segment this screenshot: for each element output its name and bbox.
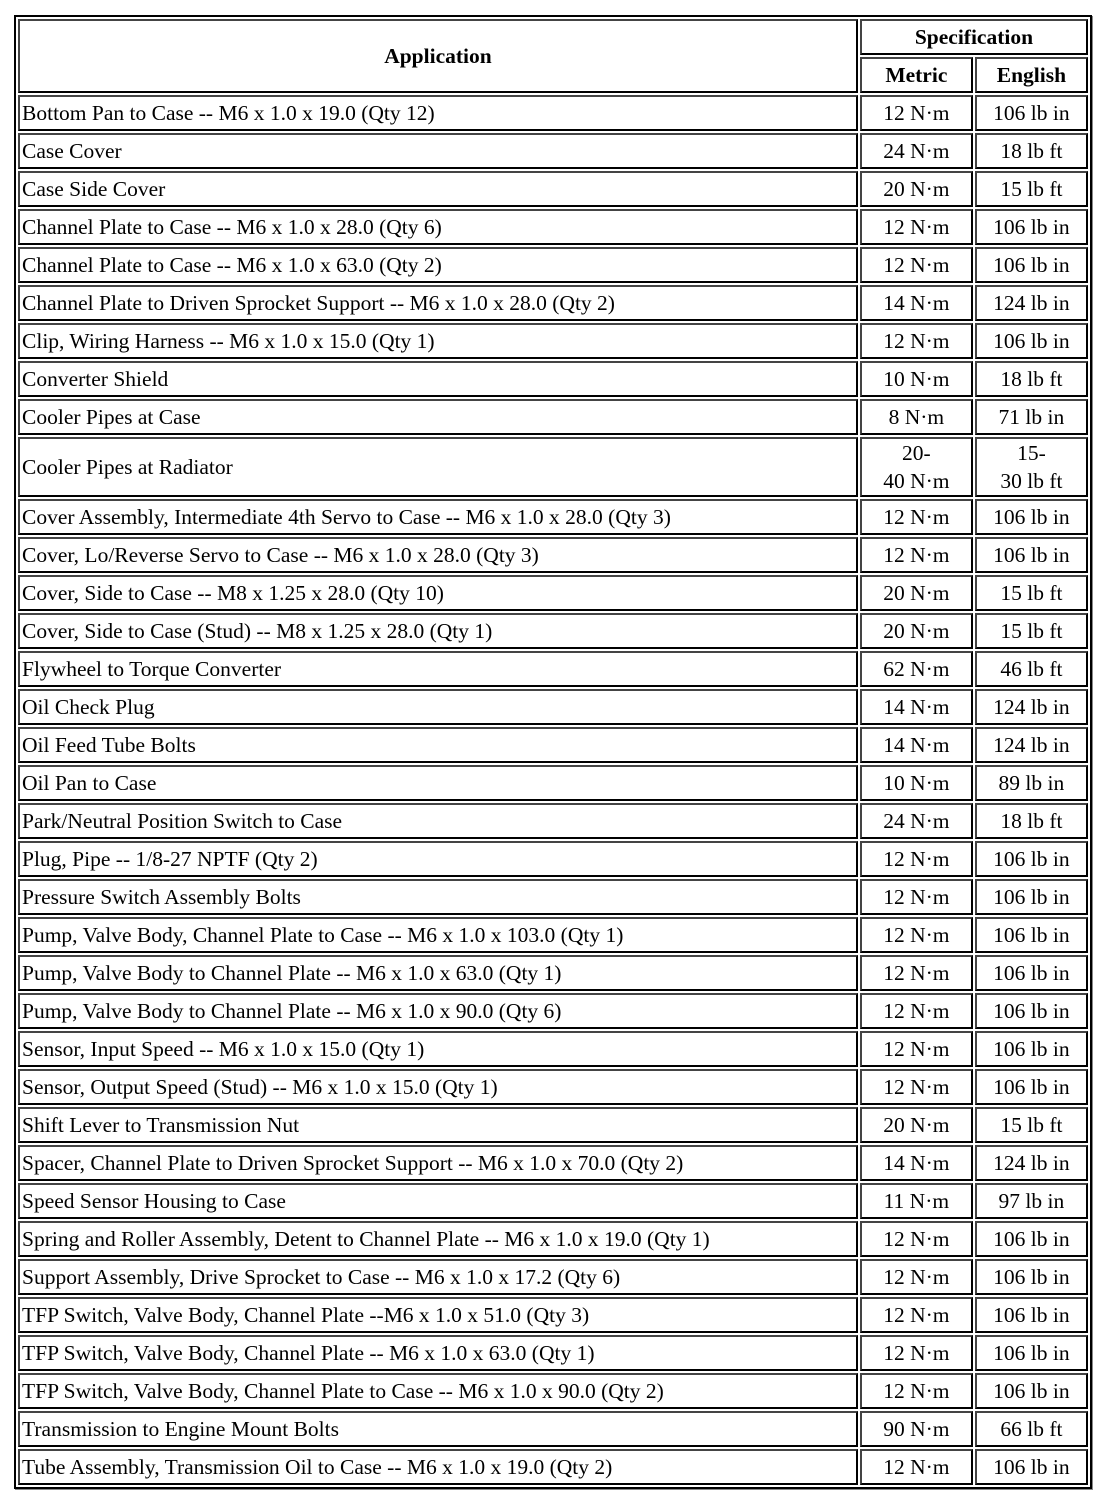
metric-cell: 20 N·m (860, 171, 973, 207)
application-cell: Oil Pan to Case (18, 765, 858, 801)
application-cell: Oil Check Plug (18, 689, 858, 725)
english-cell: 106 lb in (975, 1449, 1088, 1485)
table-row (18, 1069, 1088, 1105)
metric-header: Metric (860, 57, 973, 93)
application-cell: Cooler Pipes at Case (18, 399, 858, 435)
metric-cell: 20 N·m (860, 575, 973, 611)
metric-cell: 12 N·m (860, 1259, 973, 1295)
english-cell: 106 lb in (975, 1297, 1088, 1333)
english-cell: 124 lb in (975, 1145, 1088, 1181)
torque-spec-table (14, 15, 1092, 1489)
english-cell: 106 lb in (975, 247, 1088, 283)
table-row (18, 1221, 1088, 1257)
table-row (18, 1183, 1088, 1219)
metric-cell: 12 N·m (860, 1373, 973, 1409)
table-row (18, 993, 1088, 1029)
english-cell: 89 lb in (975, 765, 1088, 801)
application-cell: Channel Plate to Case -- M6 x 1.0 x 28.0 (Qty 6) (18, 209, 858, 245)
table-row (18, 399, 1088, 435)
english-cell: 106 lb in (975, 1031, 1088, 1067)
english-cell: 106 lb in (975, 1069, 1088, 1105)
table-row (18, 765, 1088, 801)
table-row (18, 499, 1088, 535)
english-cell: 106 lb in (975, 1259, 1088, 1295)
header-row-1 (18, 19, 1088, 55)
application-cell: Channel Plate to Driven Sprocket Support -- M6 x 1.0 x 28.0 (Qty 2) (18, 285, 858, 321)
application-cell: Cover Assembly, Intermediate 4th Servo to Case -- M6 x 1.0 x 28.0 (Qty 3) (18, 499, 858, 535)
torque-spec-table-container (14, 15, 1092, 1489)
metric-cell: 62 N·m (860, 651, 973, 687)
metric-cell: 12 N·m (860, 1031, 973, 1067)
specification-header: Specification (860, 19, 1088, 55)
english-cell: 71 lb in (975, 399, 1088, 435)
table-row (18, 209, 1088, 245)
table-row (18, 1031, 1088, 1067)
application-cell: Spring and Roller Assembly, Detent to Channel Plate -- M6 x 1.0 x 19.0 (Qty 1) (18, 1221, 858, 1257)
table-row (18, 95, 1088, 131)
table-row (18, 727, 1088, 763)
application-cell: Cover, Side to Case -- M8 x 1.25 x 28.0 (Qty 10) (18, 575, 858, 611)
table-row (18, 1259, 1088, 1295)
english-cell: 106 lb in (975, 1335, 1088, 1371)
application-cell: Converter Shield (18, 361, 858, 397)
metric-cell: 12 N·m (860, 841, 973, 877)
application-cell: Case Side Cover (18, 171, 858, 207)
application-cell: Channel Plate to Case -- M6 x 1.0 x 63.0 (Qty 2) (18, 247, 858, 283)
metric-cell: 14 N·m (860, 689, 973, 725)
metric-cell: 12 N·m (860, 955, 973, 991)
metric-cell: 12 N·m (860, 879, 973, 915)
metric-cell: 20- 40 N·m (860, 437, 973, 497)
application-cell: Oil Feed Tube Bolts (18, 727, 858, 763)
metric-cell: 12 N·m (860, 537, 973, 573)
application-cell: Park/Neutral Position Switch to Case (18, 803, 858, 839)
metric-cell: 12 N·m (860, 1297, 973, 1333)
metric-cell: 12 N·m (860, 1069, 973, 1105)
english-cell: 15- 30 lb ft (975, 437, 1088, 497)
metric-cell: 14 N·m (860, 1145, 973, 1181)
english-cell: 66 lb ft (975, 1411, 1088, 1447)
english-cell: 106 lb in (975, 209, 1088, 245)
application-cell: Spacer, Channel Plate to Driven Sprocket Support -- M6 x 1.0 x 70.0 (Qty 2) (18, 1145, 858, 1181)
application-cell: Shift Lever to Transmission Nut (18, 1107, 858, 1143)
metric-cell: 12 N·m (860, 1335, 973, 1371)
table-row (18, 917, 1088, 953)
metric-cell: 11 N·m (860, 1183, 973, 1219)
english-cell: 124 lb in (975, 727, 1088, 763)
application-cell: Speed Sensor Housing to Case (18, 1183, 858, 1219)
english-cell: 106 lb in (975, 537, 1088, 573)
application-cell: Clip, Wiring Harness -- M6 x 1.0 x 15.0 (Qty 1) (18, 323, 858, 359)
metric-cell: 12 N·m (860, 993, 973, 1029)
application-cell: Sensor, Input Speed -- M6 x 1.0 x 15.0 (Qty 1) (18, 1031, 858, 1067)
english-cell: 106 lb in (975, 841, 1088, 877)
english-header: English (975, 57, 1088, 93)
english-cell: 97 lb in (975, 1183, 1088, 1219)
table-row (18, 247, 1088, 283)
english-cell: 46 lb ft (975, 651, 1088, 687)
metric-cell: 12 N·m (860, 1221, 973, 1257)
english-cell: 18 lb ft (975, 361, 1088, 397)
english-cell: 124 lb in (975, 689, 1088, 725)
application-cell: Cooler Pipes at Radiator (18, 437, 858, 497)
application-cell: Pump, Valve Body to Channel Plate -- M6 x 1.0 x 63.0 (Qty 1) (18, 955, 858, 991)
english-cell: 15 lb ft (975, 613, 1088, 649)
table-row (18, 361, 1088, 397)
metric-cell: 24 N·m (860, 803, 973, 839)
table-row (18, 879, 1088, 915)
metric-cell: 14 N·m (860, 285, 973, 321)
english-cell: 106 lb in (975, 499, 1088, 535)
metric-cell: 20 N·m (860, 613, 973, 649)
metric-cell: 12 N·m (860, 1449, 973, 1485)
application-cell: Bottom Pan to Case -- M6 x 1.0 x 19.0 (Qty 12) (18, 95, 858, 131)
table-body (18, 95, 1088, 1485)
metric-cell: 10 N·m (860, 765, 973, 801)
table-row (18, 651, 1088, 687)
metric-cell: 12 N·m (860, 323, 973, 359)
table-row (18, 803, 1088, 839)
table-row (18, 955, 1088, 991)
application-cell: TFP Switch, Valve Body, Channel Plate -- M6 x 1.0 x 63.0 (Qty 1) (18, 1335, 858, 1371)
application-cell: TFP Switch, Valve Body, Channel Plate --M6 x 1.0 x 51.0 (Qty 3) (18, 1297, 858, 1333)
english-cell: 106 lb in (975, 1221, 1088, 1257)
metric-cell: 10 N·m (860, 361, 973, 397)
table-row (18, 1335, 1088, 1371)
english-cell: 106 lb in (975, 1373, 1088, 1409)
table-row (18, 1107, 1088, 1143)
english-cell: 106 lb in (975, 95, 1088, 131)
metric-cell: 8 N·m (860, 399, 973, 435)
table-row (18, 171, 1088, 207)
english-cell: 124 lb in (975, 285, 1088, 321)
english-cell: 18 lb ft (975, 133, 1088, 169)
table-row (18, 1411, 1088, 1447)
application-header: Application (18, 19, 858, 93)
table-row (18, 537, 1088, 573)
metric-cell: 12 N·m (860, 917, 973, 953)
application-cell: Transmission to Engine Mount Bolts (18, 1411, 858, 1447)
table-row (18, 133, 1088, 169)
metric-cell: 12 N·m (860, 209, 973, 245)
metric-cell: 12 N·m (860, 499, 973, 535)
table-row (18, 323, 1088, 359)
english-cell: 106 lb in (975, 917, 1088, 953)
application-cell: Flywheel to Torque Converter (18, 651, 858, 687)
metric-cell: 20 N·m (860, 1107, 973, 1143)
metric-cell: 12 N·m (860, 95, 973, 131)
application-cell: Pressure Switch Assembly Bolts (18, 879, 858, 915)
english-cell: 106 lb in (975, 879, 1088, 915)
application-cell: Plug, Pipe -- 1/8-27 NPTF (Qty 2) (18, 841, 858, 877)
english-cell: 106 lb in (975, 993, 1088, 1029)
table-row (18, 613, 1088, 649)
table-row (18, 841, 1088, 877)
table-row (18, 1373, 1088, 1409)
table-row (18, 285, 1088, 321)
table-row (18, 437, 1088, 497)
application-cell: Pump, Valve Body, Channel Plate to Case -- M6 x 1.0 x 103.0 (Qty 1) (18, 917, 858, 953)
application-cell: Pump, Valve Body to Channel Plate -- M6 x 1.0 x 90.0 (Qty 6) (18, 993, 858, 1029)
english-cell: 15 lb ft (975, 1107, 1088, 1143)
application-cell: TFP Switch, Valve Body, Channel Plate to Case -- M6 x 1.0 x 90.0 (Qty 2) (18, 1373, 858, 1409)
table-row (18, 1297, 1088, 1333)
english-cell: 106 lb in (975, 955, 1088, 991)
application-cell: Case Cover (18, 133, 858, 169)
application-cell: Cover, Lo/Reverse Servo to Case -- M6 x 1.0 x 28.0 (Qty 3) (18, 537, 858, 573)
table-row (18, 1145, 1088, 1181)
application-cell: Sensor, Output Speed (Stud) -- M6 x 1.0 x 15.0 (Qty 1) (18, 1069, 858, 1105)
english-cell: 106 lb in (975, 323, 1088, 359)
metric-cell: 12 N·m (860, 247, 973, 283)
metric-cell: 14 N·m (860, 727, 973, 763)
metric-cell: 90 N·m (860, 1411, 973, 1447)
english-cell: 18 lb ft (975, 803, 1088, 839)
english-cell: 15 lb ft (975, 171, 1088, 207)
table-row (18, 1449, 1088, 1485)
table-row (18, 575, 1088, 611)
application-cell: Support Assembly, Drive Sprocket to Case -- M6 x 1.0 x 17.2 (Qty 6) (18, 1259, 858, 1295)
english-cell: 15 lb ft (975, 575, 1088, 611)
application-cell: Tube Assembly, Transmission Oil to Case -- M6 x 1.0 x 19.0 (Qty 2) (18, 1449, 858, 1485)
application-cell: Cover, Side to Case (Stud) -- M8 x 1.25 x 28.0 (Qty 1) (18, 613, 858, 649)
metric-cell: 24 N·m (860, 133, 973, 169)
table-row (18, 689, 1088, 725)
